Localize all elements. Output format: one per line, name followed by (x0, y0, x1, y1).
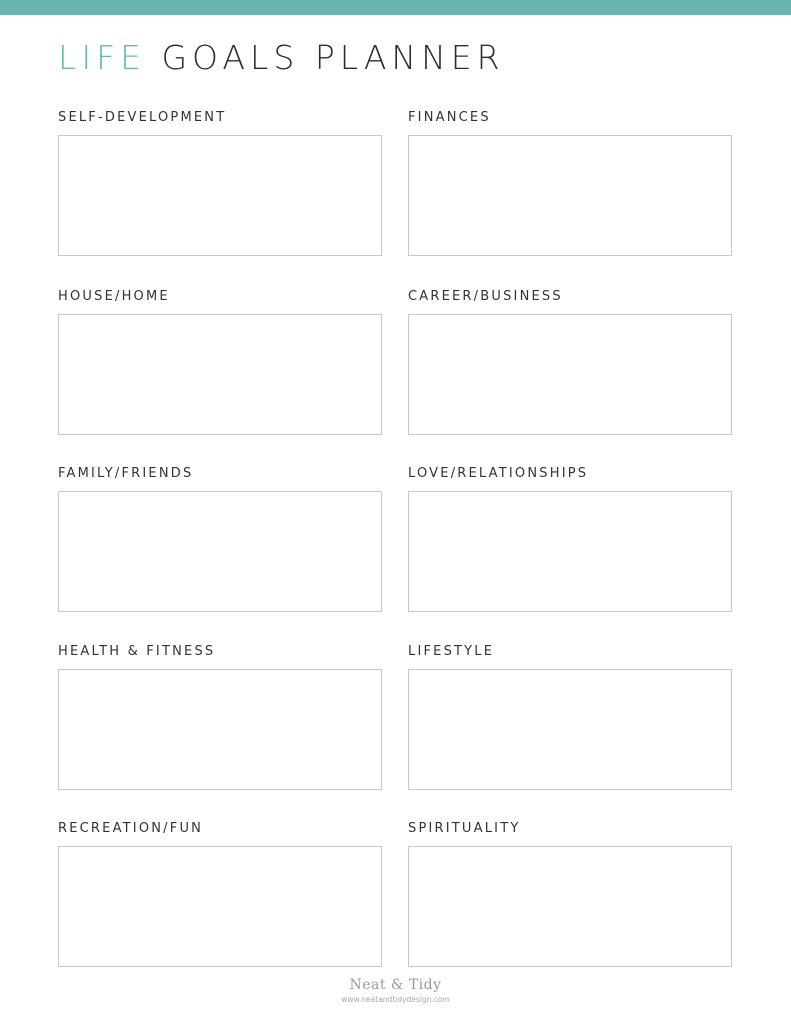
goal-box-spirituality[interactable] (408, 846, 732, 967)
goal-box-love-relationships[interactable] (408, 491, 732, 612)
section-label-career-business: CAREER/BUSINESS (408, 289, 563, 304)
goal-box-recreation-fun[interactable] (58, 846, 382, 967)
section-label-self-development: SELF-DEVELOPMENT (58, 110, 227, 125)
section-label-spirituality: SPIRITUALITY (408, 821, 521, 836)
goal-box-finances[interactable] (408, 135, 732, 256)
section-label-house-home: HOUSE/HOME (58, 289, 170, 304)
section-label-finances: FINANCES (408, 110, 491, 125)
goal-box-self-development[interactable] (58, 135, 382, 256)
goal-box-health-fitness[interactable] (58, 669, 382, 790)
section-label-recreation-fun: RECREATION/FUN (58, 821, 204, 836)
goal-box-house-home[interactable] (58, 314, 382, 435)
title-accent: LIFE (58, 38, 146, 77)
goal-box-career-business[interactable] (408, 314, 732, 435)
footer-url: www.neatandtidydesign.com (341, 995, 450, 1004)
footer-brand: Neat & Tidy (349, 977, 442, 993)
goal-box-lifestyle[interactable] (408, 669, 732, 790)
section-label-love-relationships: LOVE/RELATIONSHIPS (408, 466, 589, 481)
title-rest: GOALS PLANNER (161, 38, 505, 77)
page-title (58, 38, 505, 78)
section-label-family-friends: FAMILY/FRIENDS (58, 466, 194, 481)
section-label-health-fitness: HEALTH & FITNESS (58, 644, 216, 659)
top-accent-bar (0, 0, 791, 15)
section-label-lifestyle: LIFESTYLE (408, 644, 495, 659)
goal-box-family-friends[interactable] (58, 491, 382, 612)
